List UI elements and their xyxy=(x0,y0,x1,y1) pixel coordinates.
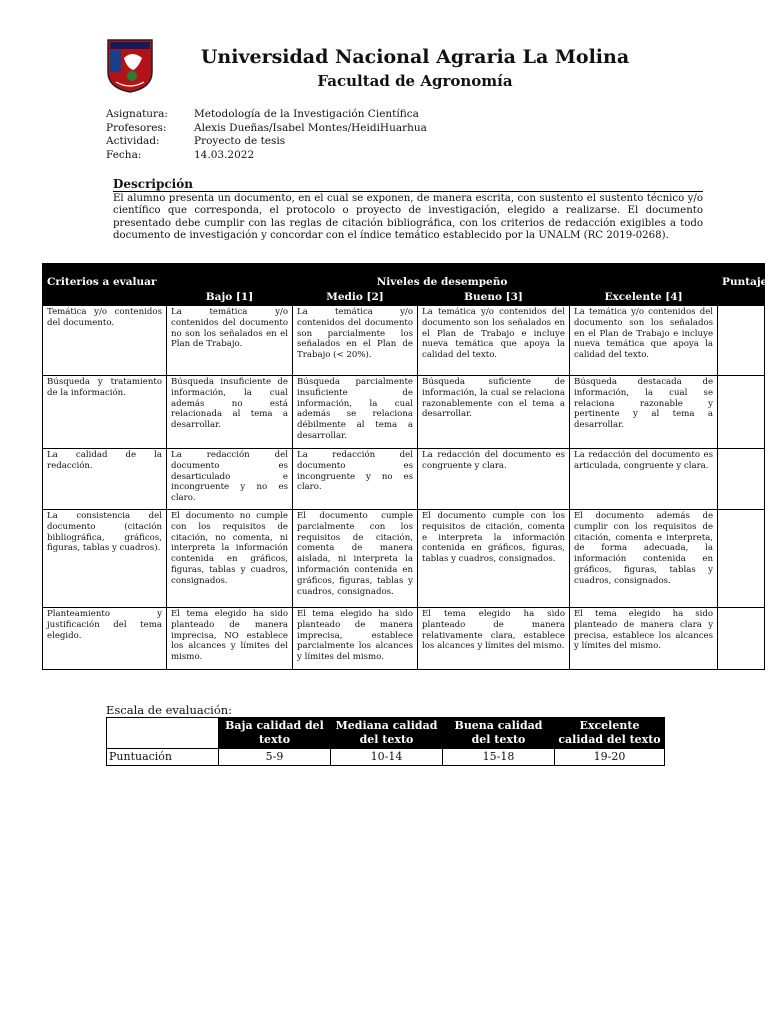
level-cell: La redacción del documento es desarticulado e incongruente y no es claro. xyxy=(167,449,293,510)
meta-row-course xyxy=(106,108,427,122)
level-cell: Búsqueda suficiente de información, la cual se relaciona razonablemente con el tema a desarrollar. xyxy=(418,376,570,449)
scale-header-excellent: Excelente calidad del texto xyxy=(555,718,665,749)
criteria-header: Criterios a evaluar xyxy=(43,264,167,306)
meta-value: Alexis Dueñas/Isabel Montes/HeidiHuarhua xyxy=(194,121,427,134)
score-cell xyxy=(718,608,765,670)
faculty-subtitle: Facultad de Agronomía xyxy=(317,72,513,90)
level-cell: El documento cumple con los requisitos de citación, comenta e interpreta la información contenida en gráficos, figuras, tablas y cuadros, consignados. xyxy=(418,510,570,608)
scale-range: 15-18 xyxy=(443,749,555,766)
level-cell: La redacción del documento es articulada, congruente y clara. xyxy=(570,449,718,510)
level-cell: La temática y/o contenidos del documento no son los señalados en el Plan de Trabajo. xyxy=(167,306,293,376)
level-cell: El documento cumple parcialmente con los requisitos de citación, comenta de manera aislada, ni interpreta la información contenida en gráficos, figuras, tablas y cuadros, consignados. xyxy=(293,510,418,608)
scale-corner xyxy=(107,718,219,749)
level-cell: El tema elegido ha sido planteado de manera imprecisa, establece parcialmente los alcances y límites del mismo. xyxy=(293,608,418,670)
scale-range: 19-20 xyxy=(555,749,665,766)
scale-row-label: Puntuación xyxy=(107,749,219,766)
level-cell: La temática y/o contenidos del documento son los señalados en el Plan de Trabajo e incluye nueva temática que apoya la calidad del texto. xyxy=(418,306,570,376)
score-cell xyxy=(718,449,765,510)
criterion-cell: La calidad de la redacción. xyxy=(43,449,167,510)
meta-label: Fecha: xyxy=(106,148,142,161)
criterion-cell: Temática y/o contenidos del documento. xyxy=(43,306,167,376)
rubric-table xyxy=(42,263,768,670)
criterion-cell: La consistencia del documento (citación bibliográfica, gráficos, figuras, tablas y cuadros). xyxy=(43,510,167,608)
meta-row-date xyxy=(106,149,427,163)
level-cell: Búsqueda insuficiente de información, la cual además no está relacionada al tema a desarrollar. xyxy=(167,376,293,449)
criterion-cell: Búsqueda y tratamiento de la información. xyxy=(43,376,167,449)
description-text: El alumno presenta un documento, en el cual se exponen, de manera escrita, con sustento el sustento técnico y/o científico que corresponda, el protocolo o proyecto de investigación, elegido a realizarse. El documento presentado debe cumplir con las reglas de citación bibliográfica, con los criterios de redacción exigibles a todo documento de investigación y concordar con el índice temático establecido por la UNALM (RC 2019-0268). xyxy=(113,193,703,242)
level-header-low: Bajo [1] xyxy=(167,290,293,306)
score-header: Puntaje xyxy=(718,264,765,306)
score-cell xyxy=(718,306,765,376)
meta-label: Actividad: xyxy=(106,135,160,147)
meta-value: 14.03.2022 xyxy=(194,148,255,161)
level-header-medium: Medio [2] xyxy=(293,290,418,306)
level-cell: La temática y/o contenidos del documento son parcialmente los señalados en el Plan de Trabajo (< 20%). xyxy=(293,306,418,376)
meta-value: Proyecto de tesis xyxy=(194,135,286,147)
rubric-row-justification xyxy=(43,608,765,670)
score-cell xyxy=(718,376,765,449)
scale-range: 5-9 xyxy=(219,749,331,766)
university-title: Universidad Nacional Agraria La Molina xyxy=(200,46,630,68)
scale-heading: Escala de evaluación: xyxy=(106,703,233,717)
level-cell: La redacción del documento es congruente y clara. xyxy=(418,449,570,510)
meta-row-professors xyxy=(106,122,427,136)
meta-value: Metodología de la Investigación Científica xyxy=(194,108,419,120)
description-heading: Descripción xyxy=(113,177,193,191)
rubric-row-writing xyxy=(43,449,765,510)
level-cell: El documento además de cumplir con los requisitos de citación, comenta e interpreta, de forma adecuada, la información contenida en gráficos, figuras, tablas y cuadros, consignados. xyxy=(570,510,718,608)
level-cell: Búsqueda destacada de información, la cual se relaciona razonable y pertinente y al tema a desarrollar. xyxy=(570,376,718,449)
criterion-cell: Planteamiento y justificación del tema elegido. xyxy=(43,608,167,670)
level-cell: El documento no cumple con los requisitos de citación, no comenta, ni interpreta la información contenida en gráficos, figuras, tablas y cuadros, consignados. xyxy=(167,510,293,608)
rubric-row-research xyxy=(43,376,765,449)
level-header-excellent: Excelente [4] xyxy=(570,290,718,306)
rubric-row-thematic xyxy=(43,306,765,376)
level-cell: Búsqueda parcialmente insuficiente de información, la cual además se relaciona débilmente al tema a desarrollar. xyxy=(293,376,418,449)
level-cell: El tema elegido ha sido planteado de manera relativamente clara, establece los alcances y límites del mismo. xyxy=(418,608,570,670)
rubric-row-consistency xyxy=(43,510,765,608)
university-crest-logo xyxy=(106,38,154,94)
scale-header-good: Buena calidad del texto xyxy=(443,718,555,749)
levels-header: Niveles de desempeño xyxy=(167,264,718,291)
meta-row-activity xyxy=(106,135,427,149)
meta-label: Asignatura: xyxy=(106,108,168,120)
level-cell: La redacción del documento es incongruente y no es claro. xyxy=(293,449,418,510)
scale-range: 10-14 xyxy=(331,749,443,766)
level-cell: El tema elegido ha sido planteado de manera clara y precisa, establece los alcances y límites del mismo. xyxy=(570,608,718,670)
evaluation-scale-table xyxy=(106,717,665,766)
level-header-good: Bueno [3] xyxy=(418,290,570,306)
score-cell xyxy=(718,510,765,608)
scale-header-medium: Mediana calidad del texto xyxy=(331,718,443,749)
meta-label: Profesores: xyxy=(106,121,167,134)
description-rule xyxy=(113,191,703,192)
scale-row xyxy=(107,749,665,766)
level-cell: La temática y/o contenidos del documento son los señalados en el Plan de Trabajo e incluye nueva temática que apoya la calidad del texto. xyxy=(570,306,718,376)
scale-header-low: Baja calidad del texto xyxy=(219,718,331,749)
level-cell: El tema elegido ha sido planteado de manera imprecisa, NO establece los alcances y límites del mismo. xyxy=(167,608,293,670)
course-info xyxy=(106,108,427,162)
